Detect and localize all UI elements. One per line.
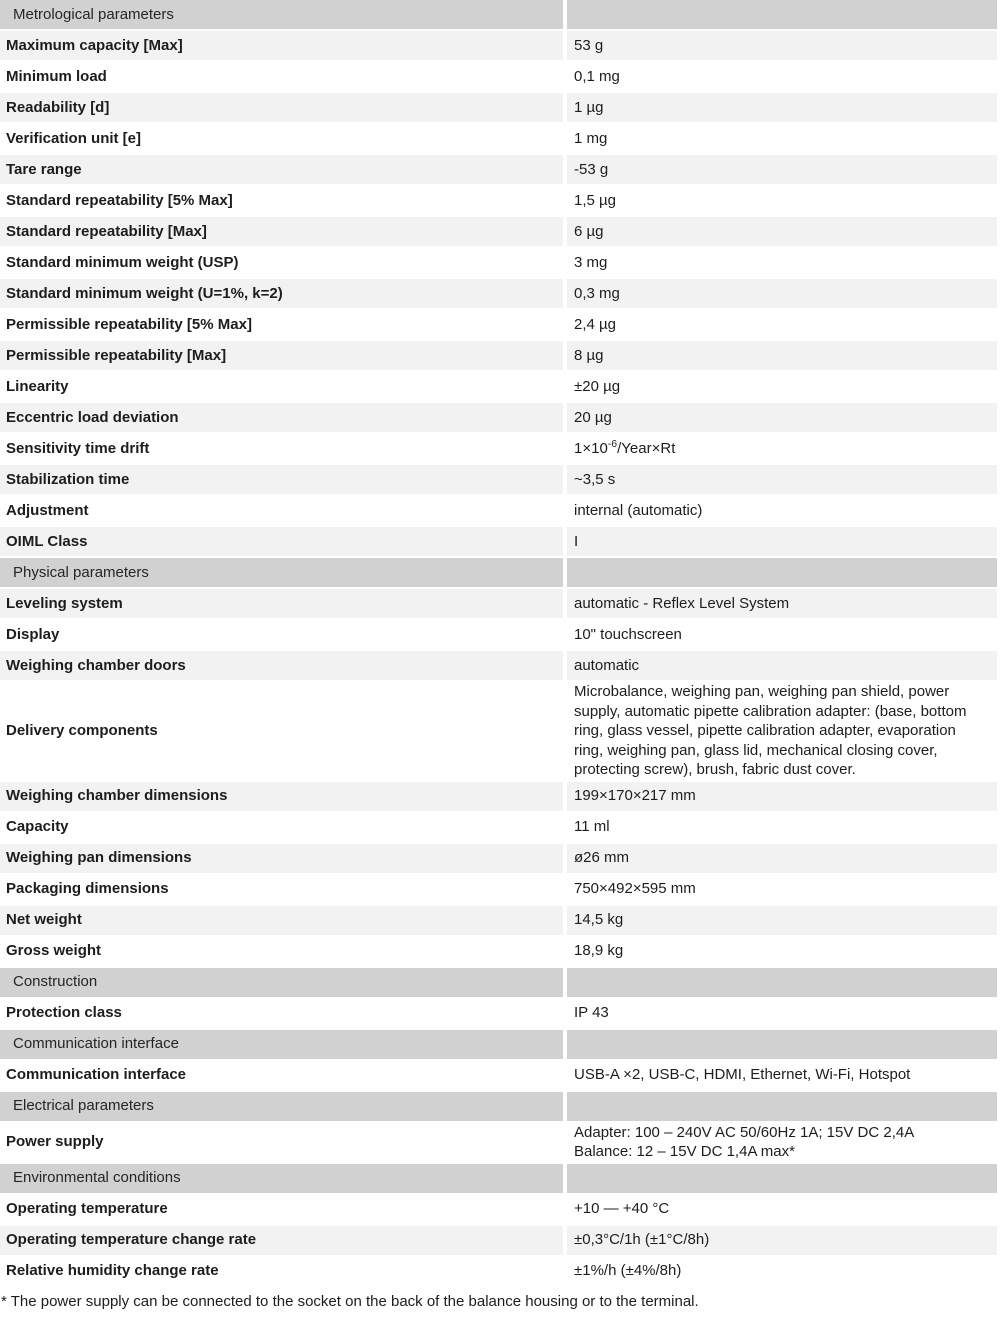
spec-row (0, 619, 997, 650)
section-title: Physical parameters (0, 557, 565, 588)
spec-value: 18,9 kg (565, 936, 997, 967)
spec-row (0, 278, 997, 309)
spec-value: 1,5 µg (565, 185, 997, 216)
spec-row (0, 526, 997, 557)
spec-value: IP 43 (565, 998, 997, 1029)
spec-value: 6 µg (565, 216, 997, 247)
section-spacer (565, 0, 997, 30)
spec-label: Communication interface (0, 1060, 565, 1091)
spec-label: Weighing chamber doors (0, 650, 565, 681)
spec-row (0, 402, 997, 433)
spec-value-base: 1×10 (574, 439, 608, 457)
spec-value: automatic - Reflex Level System (565, 588, 997, 619)
spec-value-line: Adapter: 100 – 240V AC 50/60Hz 1A; 15V DC 2,4A (574, 1123, 915, 1141)
section-row (0, 967, 997, 998)
spec-row (0, 216, 997, 247)
spec-value: internal (automatic) (565, 495, 997, 526)
spec-value: 2,4 µg (565, 309, 997, 340)
spec-row (0, 936, 997, 967)
section-title: Communication interface (0, 1029, 565, 1060)
spec-value: ~3,5 s (565, 464, 997, 495)
section-spacer (565, 1029, 997, 1060)
spec-label: Adjustment (0, 495, 565, 526)
spec-label: Standard repeatability [Max] (0, 216, 565, 247)
section-row (0, 1029, 997, 1060)
spec-value: +10 — +40 °C (565, 1194, 997, 1225)
spec-row (0, 1122, 997, 1163)
spec-row (0, 812, 997, 843)
spec-row (0, 433, 997, 464)
spec-value: 10" touchscreen (565, 619, 997, 650)
spec-row (0, 1194, 997, 1225)
spec-row (0, 247, 997, 278)
spec-row (0, 92, 997, 123)
section-row (0, 1091, 997, 1122)
spec-label: Relative humidity change rate (0, 1256, 565, 1287)
spec-label: Readability [d] (0, 92, 565, 123)
spec-value: ø26 mm (565, 843, 997, 874)
spec-value (565, 1122, 997, 1163)
spec-label: Verification unit [e] (0, 123, 565, 154)
spec-label: Maximum capacity [Max] (0, 30, 565, 61)
spec-row (0, 1060, 997, 1091)
spec-label: Operating temperature change rate (0, 1225, 565, 1256)
spec-value: 11 ml (565, 812, 997, 843)
spec-row (0, 340, 997, 371)
spec-value-superscript: -6 (607, 437, 618, 450)
spec-row (0, 123, 997, 154)
spec-row (0, 681, 997, 781)
spec-label: Net weight (0, 905, 565, 936)
spec-row (0, 1225, 997, 1256)
section-spacer (565, 967, 997, 998)
spec-value: ±20 µg (565, 371, 997, 402)
spec-label: Standard minimum weight (U=1%, k=2) (0, 278, 565, 309)
spec-label: Leveling system (0, 588, 565, 619)
spec-row (0, 495, 997, 526)
spec-label: Minimum load (0, 61, 565, 92)
spec-value: 0,3 mg (565, 278, 997, 309)
spec-value: 3 mg (565, 247, 997, 278)
section-title: Metrological parameters (0, 0, 565, 30)
spec-value: 8 µg (565, 340, 997, 371)
spec-label: Display (0, 619, 565, 650)
spec-value: 0,1 mg (565, 61, 997, 92)
spec-label: Sensitivity time drift (0, 433, 565, 464)
spec-label: Standard minimum weight (USP) (0, 247, 565, 278)
spec-value: 14,5 kg (565, 905, 997, 936)
section-title: Environmental conditions (0, 1163, 565, 1194)
spec-label: Power supply (0, 1122, 565, 1163)
spec-label: Gross weight (0, 936, 565, 967)
spec-label: Delivery components (0, 681, 565, 781)
spec-label: Standard repeatability [5% Max] (0, 185, 565, 216)
spec-row (0, 588, 997, 619)
spec-row (0, 905, 997, 936)
spec-value: ±1%/h (±4%/8h) (565, 1256, 997, 1287)
spec-row (0, 650, 997, 681)
section-row (0, 0, 997, 30)
section-row (0, 557, 997, 588)
spec-value: 750×492×595 mm (565, 874, 997, 905)
spec-label: Tare range (0, 154, 565, 185)
spec-row (0, 185, 997, 216)
spec-value: ±0,3°C/1h (±1°C/8h) (565, 1225, 997, 1256)
spec-label: Capacity (0, 812, 565, 843)
spec-value: 53 g (565, 30, 997, 61)
spec-label: Operating temperature (0, 1194, 565, 1225)
spec-row (0, 309, 997, 340)
spec-value: automatic (565, 650, 997, 681)
spec-value-rest: /Year×Rt (617, 439, 676, 457)
spec-label: Packaging dimensions (0, 874, 565, 905)
spec-value: 199×170×217 mm (565, 781, 997, 812)
spec-value: -53 g (565, 154, 997, 185)
spec-value: I (565, 526, 997, 557)
spec-row (0, 874, 997, 905)
section-title: Construction (0, 967, 565, 998)
spec-label: Eccentric load deviation (0, 402, 565, 433)
spec-label: OIML Class (0, 526, 565, 557)
spec-row (0, 1256, 997, 1287)
spec-label: Weighing pan dimensions (0, 843, 565, 874)
spec-value: USB-A ×2, USB-C, HDMI, Ethernet, Wi-Fi, Hotspot (565, 1060, 997, 1091)
spec-row (0, 464, 997, 495)
spec-label: Linearity (0, 371, 565, 402)
section-title: Electrical parameters (0, 1091, 565, 1122)
spec-row (0, 30, 997, 61)
section-spacer (565, 1163, 997, 1194)
spec-value: 1 µg (565, 92, 997, 123)
section-spacer (565, 1091, 997, 1122)
spec-row (0, 843, 997, 874)
spec-value (565, 433, 997, 464)
spec-row (0, 154, 997, 185)
spec-label: Stabilization time (0, 464, 565, 495)
spec-value: Microbalance, weighing pan, weighing pan shield, power supply, automatic pipette calibration adapter: (base, bottom ring, glass vessel, pipette calibration adapter, evaporation ring, weighing pan, glass lid, mechanical closing cover, protecting screw), brush, fabric dust cover. (565, 681, 997, 781)
spec-label: Weighing chamber dimensions (0, 781, 565, 812)
spec-row (0, 371, 997, 402)
spec-row (0, 61, 997, 92)
spec-row (0, 781, 997, 812)
footnote: * The power supply can be connected to the socket on the back of the balance housing or to the terminal. (1, 1292, 699, 1310)
spec-label: Permissible repeatability [Max] (0, 340, 565, 371)
spec-label: Permissible repeatability [5% Max] (0, 309, 565, 340)
section-row (0, 1163, 997, 1194)
spec-row (0, 998, 997, 1029)
spec-value-line: Balance: 12 – 15V DC 1,4A max* (574, 1143, 795, 1160)
spec-label: Protection class (0, 998, 565, 1029)
spec-value: 20 µg (565, 402, 997, 433)
spec-value: 1 mg (565, 123, 997, 154)
section-spacer (565, 557, 997, 588)
